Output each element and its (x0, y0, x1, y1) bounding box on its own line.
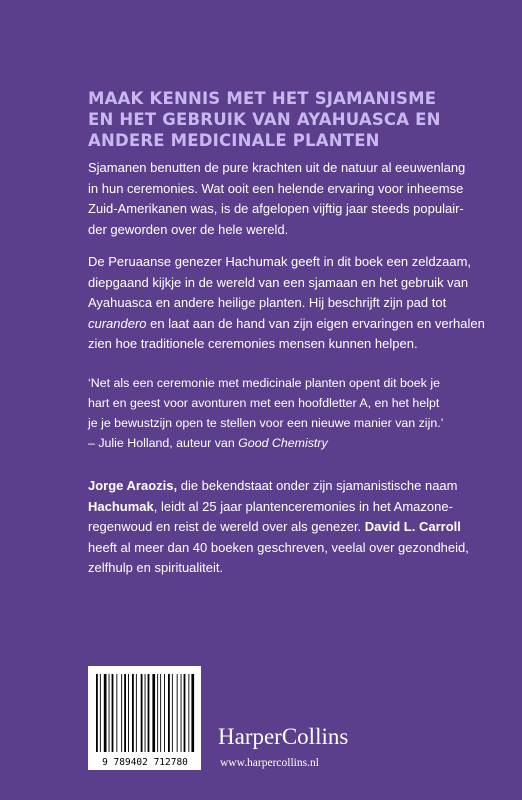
barcode-bar (136, 674, 137, 752)
barcode-bar (145, 674, 146, 752)
barcode-digits: 9 789402 712780 (102, 757, 188, 768)
endorsement-quote (88, 373, 508, 453)
barcode-bar (128, 674, 129, 752)
publisher-website: www.harpercollins.nl (220, 757, 319, 769)
quote-line: ‘Net als een ceremonie met medicinale planten opent dit boek je (88, 376, 440, 390)
author-alias: Hachumak (88, 498, 154, 514)
barcode-bar (132, 674, 134, 752)
text-fragment: regenwoud en reist de wereld over als genezer. (88, 519, 365, 535)
barcode-bar (164, 674, 165, 752)
attribution-text: – Julie Holland, auteur van (88, 436, 239, 450)
isbn-barcode (88, 666, 201, 770)
barcode-bar (109, 674, 110, 752)
barcode-bar (188, 674, 189, 752)
text-fragment: en laat aan de hand van zijn eigen ervaringen en verhalen (146, 315, 485, 331)
text-line: zien hoe traditionele ceremonies mensen kunnen helpen. (88, 336, 418, 352)
text-line: in hun ceremonies. Wat ooit een helende ervaring voor inheemse (88, 180, 464, 196)
text-line (88, 497, 508, 518)
barcode-bar (181, 674, 182, 752)
barcode-bar (157, 674, 158, 752)
text-fragment: , leidt al 25 jaar plantenceremonies in het Amazone- (153, 498, 453, 514)
barcode-bar (112, 674, 114, 752)
quoted-book-title: Good Chemistry (238, 436, 328, 450)
barcode-bar (116, 674, 117, 752)
barcode-bar (141, 674, 143, 752)
heading-line: EN HET GEBRUIK VAN AYAHUASCA EN (88, 110, 441, 129)
barcode-bar (177, 674, 178, 752)
text-line: diepgaand kijkje in de wereld van een sjamaan en het gebruik van (88, 274, 469, 290)
text-line: heeft al meer dan 40 boeken geschreven, veelal over gezondheid, (88, 539, 469, 555)
text-line (88, 517, 508, 538)
barcode-bar (160, 674, 161, 752)
quote-line: hart en geest voor avonturen met een hoofdletter A, en het helpt (88, 396, 440, 410)
barcode-bar (148, 674, 150, 752)
barcode-bar (124, 674, 126, 752)
quote-line: je je bewustzijn open te stellen voor een nieuwe manier van zijn.’ (88, 416, 444, 430)
barcode-bar (168, 674, 170, 752)
barcode-bar (172, 674, 173, 752)
cover-heading (88, 88, 508, 151)
description-paragraph (88, 252, 508, 355)
barcode-graphic (88, 666, 201, 770)
text-line (88, 476, 508, 497)
coauthor-name: David L. Carroll (364, 519, 461, 535)
barcode-bar (184, 674, 186, 752)
heading-line: ANDERE MEDICINALE PLANTEN (88, 131, 380, 150)
barcode-bar (121, 674, 122, 752)
barcode-bar (100, 674, 101, 752)
text-line: Zuid-Amerikanen was, is de afgelopen vijftig jaar steeds populair- (88, 201, 464, 217)
publisher-logo: HarperCollins (218, 724, 349, 749)
barcode-bar (104, 674, 107, 752)
quote-attribution (88, 433, 508, 453)
text-fragment: die bekendstaat onder zijn sjamanistische naam (177, 478, 458, 493)
intro-paragraph (88, 158, 508, 240)
text-line: zelfhulp en spiritualiteit. (88, 560, 224, 576)
text-line: der geworden over de hele wereld. (88, 221, 289, 237)
text-line (88, 314, 508, 335)
author-name: Jorge Araozis, (88, 478, 178, 493)
author-bio (88, 476, 508, 579)
text-line: Sjamanen benutten de pure krachten uit de natuur al eeuwenlang (88, 160, 466, 175)
text-line: Ayahuasca en andere heilige planten. Hij beschrijft zijn pad tot (88, 295, 447, 311)
heading-line: MAAK KENNIS MET HET SJAMANISME (88, 89, 437, 108)
barcode-bar (152, 674, 155, 752)
italic-term: curandero (88, 315, 147, 331)
text-line: De Peruaanse genezer Hachumak geeft in dit boek een zeldzaam, (88, 254, 472, 269)
barcode-bar (96, 674, 98, 752)
barcode-bar (191, 674, 194, 752)
